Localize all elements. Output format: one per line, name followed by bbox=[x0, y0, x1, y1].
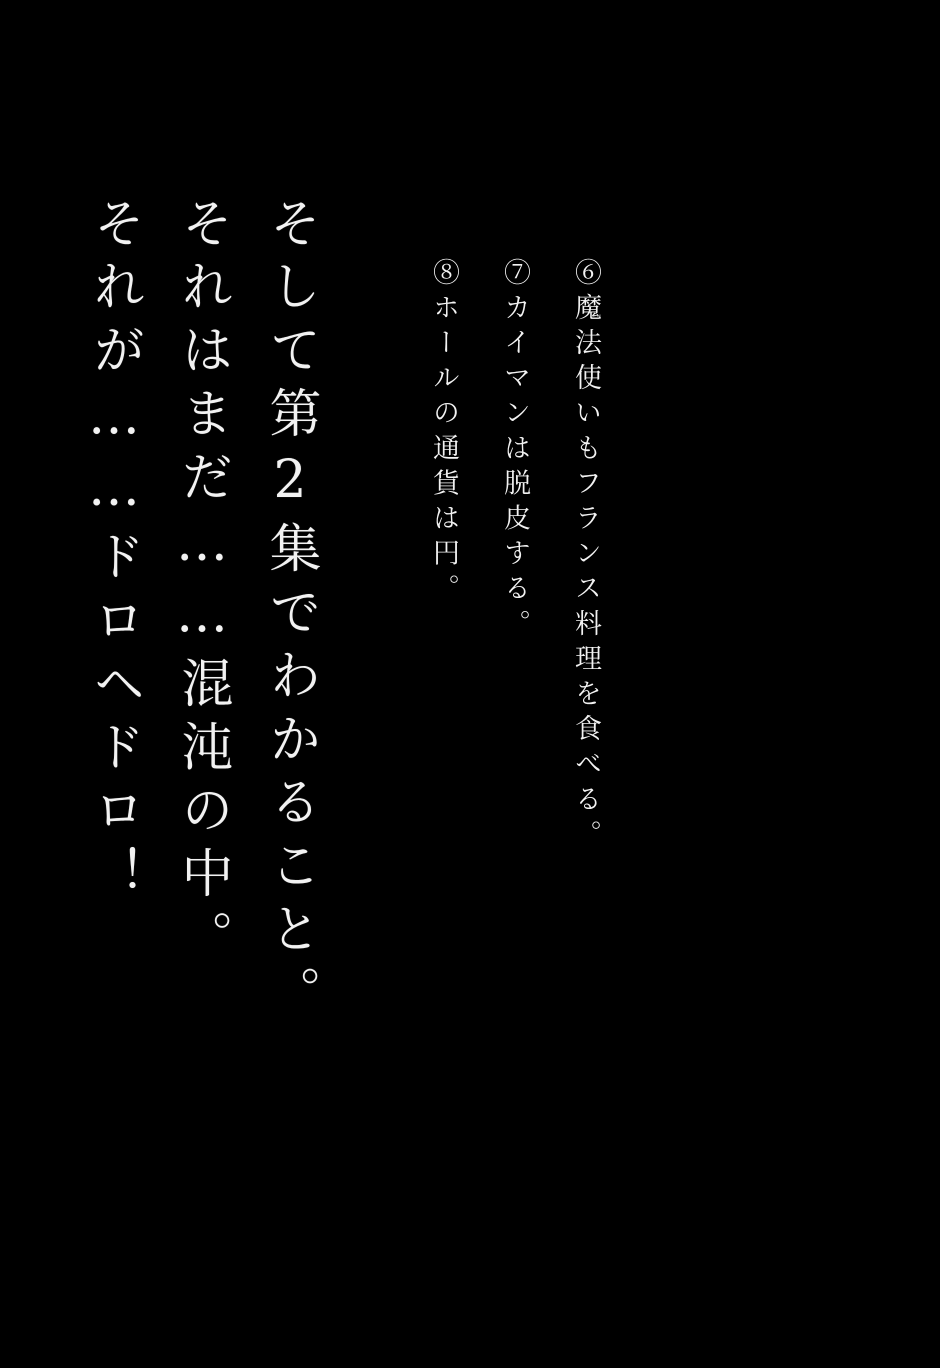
closing-line-2: それはまだ……混沌の中。 bbox=[172, 196, 232, 974]
list-item-6: ⑥魔法使いもフランス料理を食べる。 bbox=[570, 258, 601, 855]
closing-line-1: そして第2集でわかること。 bbox=[260, 196, 320, 1029]
list-item-7: ⑦カイマンは脱皮する。 bbox=[499, 258, 530, 645]
closing-line-3: それが……ドロヘドロ！ bbox=[84, 196, 144, 910]
closing-lines-group bbox=[84, 196, 320, 1276]
numbered-list-group bbox=[430, 258, 599, 1078]
list-item-8: ⑧ホールの通貨は円。 bbox=[428, 258, 459, 609]
